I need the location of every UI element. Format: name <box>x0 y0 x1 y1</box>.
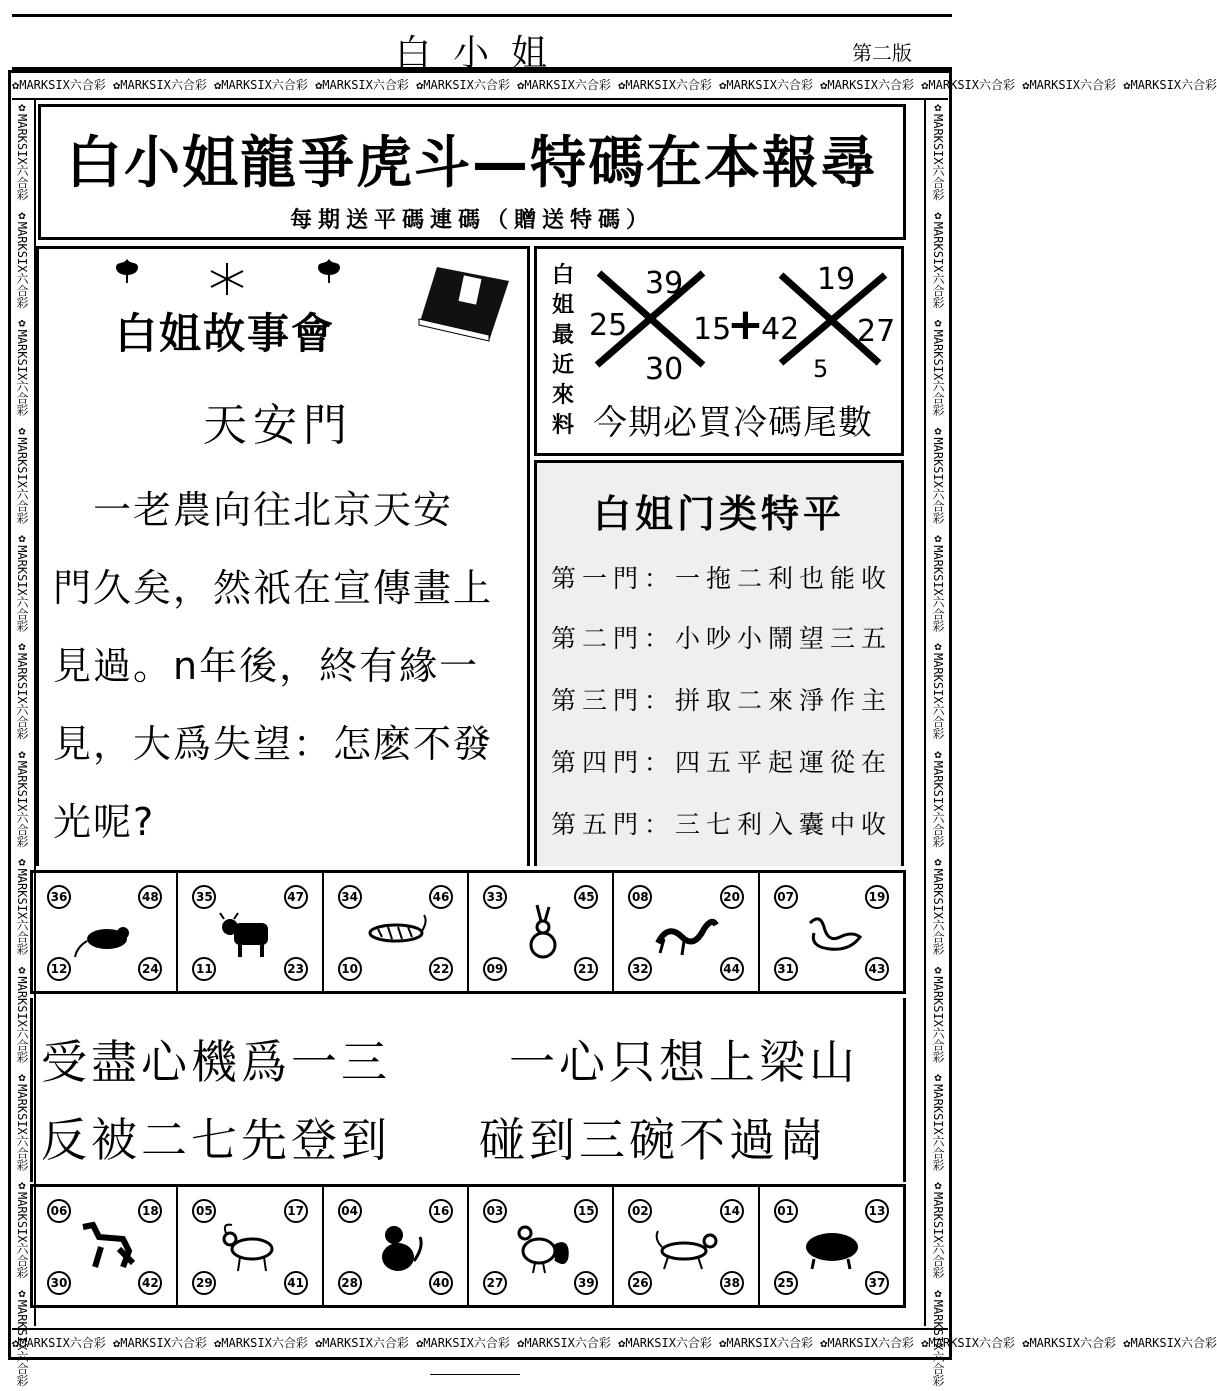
number-ball: 13 <box>865 1199 889 1223</box>
story-heading: 白姐故事會 <box>115 309 336 358</box>
story-line: 門久矣，然祇在宣傳畫上 <box>53 566 494 610</box>
goat-icon <box>218 1217 282 1277</box>
zodiac-cell <box>324 873 469 991</box>
poem-line: 碰到三碗不過崗 <box>479 1113 829 1167</box>
number-ball: 27 <box>483 1271 507 1295</box>
border-strip-left: ✿MARKSIX六合彩 ✿MARKSIX六合彩 ✿MARKSIX六合彩 ✿MARKSIX六合彩 ✿MARKSIX六合彩 ✿MARKSIX六合彩 ✿MARKSIX六合彩 ✿MARKSIX六合彩 ✿MARKSIX六合彩 ✿MARKSIX六合彩 ✿MARKSIX六合彩 ✿MARKSIX六合彩 <box>10 100 36 1326</box>
dog-icon <box>654 1217 718 1277</box>
story-body <box>53 471 523 861</box>
number-ball: 03 <box>483 1199 507 1223</box>
number-ball: 15 <box>574 1199 598 1223</box>
zodiac-cell <box>469 873 614 991</box>
headline-banner <box>38 104 906 240</box>
poem-box <box>30 998 906 1182</box>
number-ball: 20 <box>720 885 744 909</box>
zodiac-cell <box>614 1187 759 1305</box>
hot-caption: 今期必買冷碼尾數 <box>593 403 873 443</box>
tulip-icon <box>315 257 343 290</box>
number-ball: 12 <box>47 957 71 981</box>
door-label: 第一門 <box>551 564 645 593</box>
hot-right-top: 19 <box>817 262 856 297</box>
snowflake-icon <box>207 261 247 304</box>
zodiac-cell <box>614 873 759 991</box>
edition-label: 第二版 <box>852 41 912 65</box>
footer-rule <box>430 1374 520 1384</box>
page-header <box>12 14 952 74</box>
number-ball: 10 <box>338 957 362 981</box>
book-icon <box>417 263 513 343</box>
door-text: 四五平起運從在 <box>675 748 893 777</box>
door-label: 第三門 <box>551 686 645 715</box>
monkey-icon <box>364 1217 428 1277</box>
zodiac-cell <box>33 1187 178 1305</box>
border-strip-right: ✿MARKSIX六合彩 ✿MARKSIX六合彩 ✿MARKSIX六合彩 ✿MARKSIX六合彩 ✿MARKSIX六合彩 ✿MARKSIX六合彩 ✿MARKSIX六合彩 ✿MARKSIX六合彩 ✿MARKSIX六合彩 ✿MARKSIX六合彩 ✿MARKSIX六合彩 ✿MARKSIX六合彩 <box>924 100 950 1326</box>
number-ball: 43 <box>865 957 889 981</box>
snake-icon <box>800 903 864 963</box>
hot-left-right: 15 <box>693 312 732 347</box>
number-ball: 32 <box>628 957 652 981</box>
hot-numbers-graphic <box>585 259 901 389</box>
zodiac-cell <box>760 873 903 991</box>
door-row: 第二門：小吵小鬧望三五 <box>551 624 893 653</box>
door-label: 第四門 <box>551 748 645 777</box>
hot-numbers-box <box>534 246 904 456</box>
tiger-icon <box>364 903 428 963</box>
number-ball: 38 <box>720 1271 744 1295</box>
hot-plus: + <box>727 299 764 350</box>
zodiac-cell <box>324 1187 469 1305</box>
story-line: 光呢? <box>53 800 156 844</box>
number-ball: 17 <box>284 1199 308 1223</box>
banner-subline: 每期送平碼連碼（贈送特碼） <box>289 208 654 233</box>
number-ball: 41 <box>284 1271 308 1295</box>
door-row: 第五門：三七利入囊中收 <box>551 810 893 839</box>
number-ball: 04 <box>338 1199 362 1223</box>
border-strip-bottom: ✿MARKSIX六合彩 ✿MARKSIX六合彩 ✿MARKSIX六合彩 ✿MARKSIX六合彩 ✿MARKSIX六合彩 ✿MARKSIX六合彩 ✿MARKSIX六合彩 ✿MARKSIX六合彩 ✿MARKSIX六合彩 ✿MARKSIX六合彩 ✿MARKSIX六合彩 ✿MARKSIX六合彩 <box>12 1328 948 1356</box>
number-ball: 29 <box>192 1271 216 1295</box>
hot-right-left: 42 <box>761 312 800 347</box>
number-ball: 19 <box>865 885 889 909</box>
door-label: 第二門 <box>551 624 645 653</box>
number-ball: 11 <box>192 957 216 981</box>
number-ball: 44 <box>720 957 744 981</box>
number-ball: 37 <box>865 1271 889 1295</box>
horse-icon <box>73 1217 137 1277</box>
story-box <box>36 246 530 866</box>
story-title: 天安門 <box>203 400 353 451</box>
number-ball: 22 <box>429 957 453 981</box>
door-picks-box <box>534 460 904 866</box>
rooster-icon <box>509 1217 573 1277</box>
number-ball: 25 <box>774 1271 798 1295</box>
number-ball: 35 <box>192 885 216 909</box>
door-text: 三七利入囊中收 <box>675 810 893 839</box>
poem-line: 一心只想上梁山 <box>509 1035 859 1089</box>
number-ball: 40 <box>429 1271 453 1295</box>
story-line: 見過。n年後，終有緣一 <box>53 644 480 688</box>
hot-right-right: 27 <box>857 314 896 349</box>
door-row: 第一門：一拖二利也能收 <box>551 564 893 593</box>
number-ball: 34 <box>338 885 362 909</box>
number-ball: 21 <box>574 957 598 981</box>
hot-left-top: 39 <box>645 266 684 301</box>
zodiac-cell <box>178 873 323 991</box>
zodiac-cell <box>33 873 178 991</box>
hot-left-left: 25 <box>589 308 628 343</box>
zodiac-grid-top <box>30 870 906 994</box>
door-text: 拼取二來淨作主 <box>675 686 893 715</box>
tulip-icon <box>113 257 141 290</box>
poem-line: 受盡心機爲一三 <box>41 1035 391 1089</box>
number-ball: 39 <box>574 1271 598 1295</box>
zodiac-cell <box>760 1187 903 1305</box>
number-ball: 07 <box>774 885 798 909</box>
number-ball: 47 <box>284 885 308 909</box>
hot-side-label: 白姐最近來料 <box>551 263 574 438</box>
number-ball: 08 <box>628 885 652 909</box>
door-picks-title: 白姐门类特平 <box>592 492 845 536</box>
page-title: 白小姐 <box>394 33 569 74</box>
number-ball: 31 <box>774 957 798 981</box>
door-row: 第三門：拼取二來淨作主 <box>551 686 893 715</box>
door-text: 一拖二利也能收 <box>675 564 893 593</box>
zodiac-cell <box>469 1187 614 1305</box>
number-ball: 14 <box>720 1199 744 1223</box>
door-row: 第四門：四五平起運從在 <box>551 748 893 777</box>
number-ball: 18 <box>138 1199 162 1223</box>
rabbit-icon <box>509 903 573 963</box>
dragon-icon <box>654 903 718 963</box>
story-line: 見，大爲失望：怎麽不發 <box>53 722 494 766</box>
story-line: 一老農向往北京天安 <box>53 488 454 532</box>
number-ball: 42 <box>138 1271 162 1295</box>
number-ball: 01 <box>774 1199 798 1223</box>
banner-headline: 白小姐龍爭虎斗—特碼在本報尋 <box>66 131 878 196</box>
door-text: 小吵小鬧望三五 <box>675 624 893 653</box>
hot-left-bottom: 30 <box>645 352 684 387</box>
ox-icon <box>218 903 282 963</box>
rat-icon <box>73 903 137 963</box>
number-ball: 05 <box>192 1199 216 1223</box>
door-label: 第五門 <box>551 810 645 839</box>
number-ball: 16 <box>429 1199 453 1223</box>
number-ball: 26 <box>628 1271 652 1295</box>
number-ball: 02 <box>628 1199 652 1223</box>
number-ball: 45 <box>574 885 598 909</box>
pig-icon <box>800 1217 864 1277</box>
number-ball: 28 <box>338 1271 362 1295</box>
zodiac-cell <box>178 1187 323 1305</box>
zodiac-grid-bottom <box>30 1184 906 1308</box>
number-ball: 33 <box>483 885 507 909</box>
number-ball: 48 <box>138 885 162 909</box>
poem-line: 反被二七先登到 <box>41 1113 391 1167</box>
border-strip-top: ✿MARKSIX六合彩 ✿MARKSIX六合彩 ✿MARKSIX六合彩 ✿MARKSIX六合彩 ✿MARKSIX六合彩 ✿MARKSIX六合彩 ✿MARKSIX六合彩 ✿MARKSIX六合彩 ✿MARKSIX六合彩 ✿MARKSIX六合彩 ✿MARKSIX六合彩 ✿MARKSIX六合彩 <box>12 72 948 100</box>
number-ball: 46 <box>429 885 453 909</box>
number-ball: 06 <box>47 1199 71 1223</box>
hot-right-bottom: 5 <box>813 355 829 383</box>
number-ball: 30 <box>47 1271 71 1295</box>
number-ball: 23 <box>284 957 308 981</box>
number-ball: 24 <box>138 957 162 981</box>
number-ball: 09 <box>483 957 507 981</box>
number-ball: 36 <box>47 885 71 909</box>
